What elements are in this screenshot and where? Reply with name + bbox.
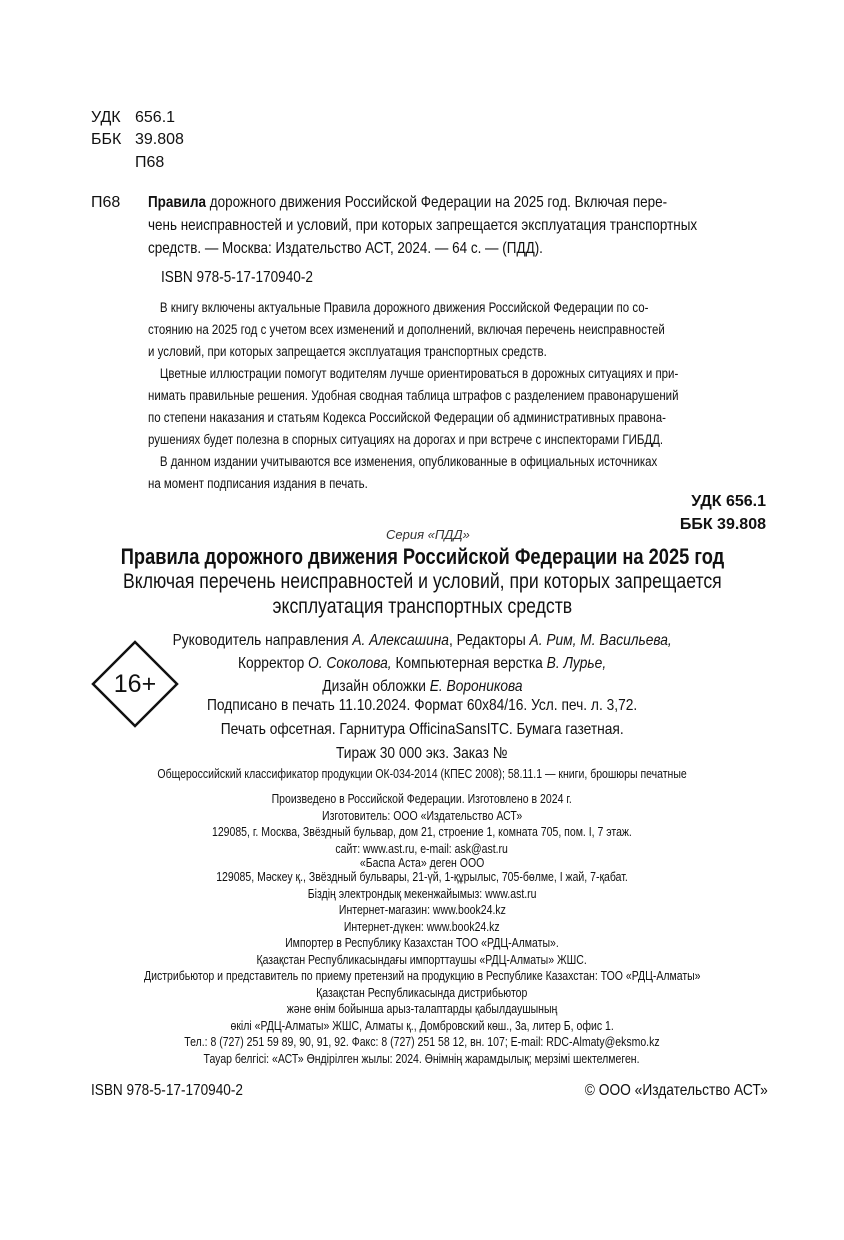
book-title-wrap — [0, 543, 844, 571]
imprint-line: және өнім бойынша арыз-талаптарды қабылдаушының — [286, 1002, 558, 1016]
book-subtitle — [0, 569, 844, 619]
right-udk: УДК 656.1 — [691, 493, 766, 510]
credits-line-2 — [238, 652, 606, 675]
imprint-line: Қазақстан Республикасында дистрибьютор — [316, 985, 528, 1000]
layout-label: Компьютерная верстка — [395, 655, 543, 672]
footer-isbn-wrap — [91, 1081, 270, 1101]
imprint-line: Біздің электрондық мекенжайымыз: www.ast.ru — [307, 886, 537, 901]
udk-value: 656.1 — [135, 109, 176, 126]
imprint-line: Тел.: 8 (727) 251 59 89, 90, 91, 92. Факс: 8 (727) 251 58 12, вн. 107; E-mail: RDC-Almaty@eksmo.kz — [184, 1035, 660, 1049]
annotation — [148, 297, 772, 495]
series-label: Серия «ПДД» — [386, 527, 470, 542]
classifier: Общероссийский классификатор продукции ОК-034-2014 (КПЕС 2008); 58.11.1 — книги, брошюры печатные — [157, 767, 687, 781]
annot-p2-l2: нимать правильные решения. Удобная сводная таблица штрафов с разделением правонарушений — [148, 388, 679, 403]
print-info — [0, 694, 844, 766]
udk-label: УДК — [91, 109, 121, 126]
imprint-line: Дистрибьютор и представитель по приему претензий на продукцию в Республике Казахстан: ТОО «РДЦ-Алматы» — [143, 969, 701, 983]
age-rating-text: 16+ — [113, 670, 157, 698]
author-sign: П68 — [135, 154, 165, 171]
annot-p1-l1: В книгу включены актуальные Правила дорожного движения Российской Федерации по со- — [159, 300, 649, 315]
corrector-name: О. Соколова, — [307, 655, 392, 672]
print-info-3: Тираж 30 000 экз. Заказ № — [336, 745, 508, 762]
annot-p3-l2: на момент подписания издания в печать. — [148, 476, 368, 491]
footer-copyright-wrap — [555, 1081, 768, 1101]
bbk-label: ББК — [91, 131, 122, 148]
imprint-line: 129085, г. Москва, Звёздный бульвар, дом 21, строение 1, комната 705, пом. I, 7 этаж. — [212, 825, 632, 839]
bib-sign: П68 — [91, 194, 121, 211]
bib-line-3: средств. — Москва: Издательство АСТ, 2024. — 64 с. — (ПДД). — [148, 240, 543, 257]
cover-name: Е. Вороникова — [429, 678, 523, 695]
editors-label: Редакторы — [456, 632, 526, 649]
imprint-block — [0, 791, 844, 1067]
imprint-line: «Баспа Аста» деген ООО — [359, 856, 485, 870]
footer-isbn: ISBN 978-5-17-170940-2 — [91, 1082, 243, 1099]
imprint-line: өкілі «РДЦ-Алматы» ЖШС, Алматы қ., Домбровский көш., 3а, литер Б, офис 1. — [230, 1018, 614, 1033]
imprint-line: Интернет-магазин: www.book24.kz — [338, 903, 506, 917]
bib-isbn — [161, 266, 340, 289]
imprint-line: Импортер в Республику Казахстан ТОО «РДЦ-Алматы». — [285, 936, 559, 950]
credits-line-1: Руководитель направления А. Алексашина, Редакторы А. Рим, М. Васильева, — [172, 632, 672, 649]
right-codes — [680, 490, 766, 536]
imprint-line: Произведено в Российской Федерации. Изготовлено в 2024 г. — [271, 792, 573, 806]
book-title: Правила дорожного движения Российской Федерации на 2025 год — [120, 544, 724, 569]
annot-p2-l1: Цветные иллюстрации помогут водителям лучше ориентироваться в дорожных ситуациях и при- — [159, 366, 679, 381]
imprint-line: сайт: www.ast.ru, e-mail: ask@ast.ru — [335, 841, 509, 856]
subtitle-line-2: эксплуатация транспортных средств — [272, 595, 572, 618]
imprint-line: Изготовитель: ООО «Издательство АСТ» — [321, 808, 523, 823]
annot-p2-l4: рушениях будет полезна в спорных ситуациях на дорогах и при встрече с инспекторами ГИБДД. — [148, 432, 664, 447]
bib-line-2: чень неисправностей и условий, при которых запрещается эксплуатация транспортных — [148, 217, 698, 234]
footer-copyright: © ООО «Издательство АСТ» — [585, 1082, 768, 1099]
bib-isbn-text: ISBN 978-5-17-170940-2 — [161, 269, 313, 286]
bib-title-bold: Правила — [148, 194, 207, 211]
head-label: Руководитель направления — [172, 632, 349, 649]
corrector-label: Корректор — [237, 655, 305, 672]
imprint-line: 129085, Мәскеу қ., Звёздный бульвары, 21-үй, 1-құрылыс, 705-бөлме, I жай, 7-қабат. — [216, 870, 628, 884]
classifier-wrap — [0, 766, 844, 783]
imprint-line: Қазақстан Республикасындағы импорттаушы «РДЦ-Алматы» ЖШС. — [256, 952, 588, 967]
annot-p1-l3: и условий, при которых запрещается эксплуатация транспортных средств. — [148, 344, 547, 359]
bib-line-1 — [148, 191, 697, 214]
udk-code-row — [91, 108, 175, 128]
bib-line-1-text: дорожного движения Российской Федерации на 2025 год. Включая пере- — [209, 194, 668, 211]
layout-name: В. Лурье, — [546, 655, 607, 672]
bib-reference — [148, 191, 800, 260]
annot-p2-l3: по степени наказания и статьям Кодекса Российской Федерации об административных правона- — [148, 410, 666, 425]
annot-p1-l2: стоянию на 2025 год с учетом всех изменений и дополнений, включая перечень неисправностей — [148, 322, 665, 337]
head-name: А. Алексашина — [352, 632, 449, 649]
imprint-line: Тауар белгісі: «АСТ» Өндірілген жылы: 2024. Өнімнің жарамдылық; мерзімі шектелмеген. — [204, 1051, 640, 1066]
author-sign-row — [91, 153, 164, 173]
imprint-line: Интернет-дүкен: www.book24.kz — [344, 919, 500, 934]
right-bbk: ББК 39.808 — [679, 516, 766, 533]
subtitle-line-1: Включая перечень неисправностей и условий, при которых запрещается — [122, 570, 722, 593]
print-info-1: Подписано в печать 11.10.2024. Формат 60x84/16. Усл. печ. л. 3,72. — [206, 697, 638, 714]
bbk-code-row — [91, 130, 184, 150]
cover-label: Дизайн обложки — [321, 678, 426, 695]
print-info-2: Печать офсетная. Гарнитура OfficinaSansITC. Бумага газетная. — [220, 721, 624, 738]
annot-p3-l1: В данном издании учитываются все изменения, опубликованные в официальных источниках — [159, 454, 658, 469]
editors-names: А. Рим, М. Васильева, — [529, 632, 672, 649]
bbk-value: 39.808 — [135, 131, 184, 148]
